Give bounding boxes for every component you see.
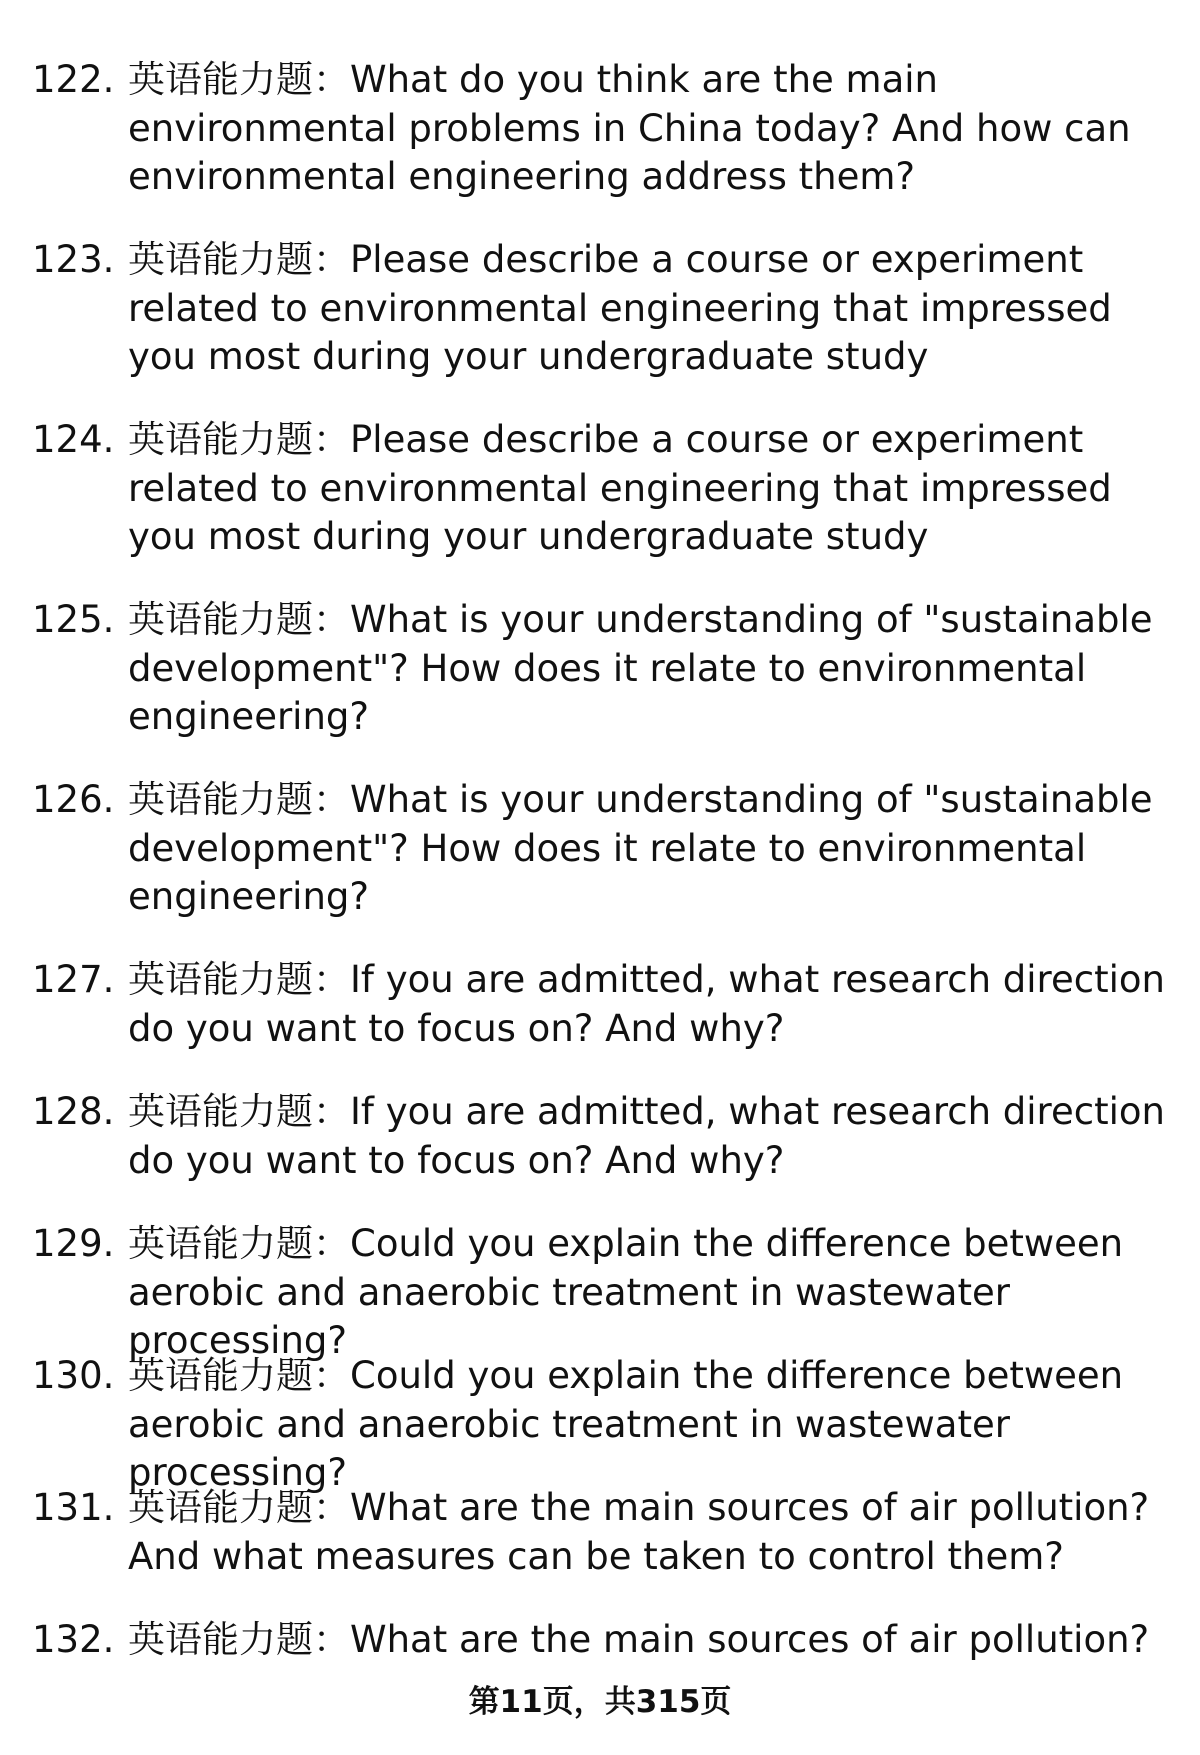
question-category: 英语能力题：: [128, 598, 350, 641]
question-number: 126.: [32, 778, 115, 821]
question-category: 英语能力题：: [128, 238, 350, 281]
question-category: 英语能力题：: [128, 418, 350, 461]
question-body: [128, 596, 1188, 742]
question-body: [128, 416, 1188, 562]
question-body: [128, 776, 1188, 922]
question-text: Please describe a course or experiment related to environmental engineering that impressed you most during your undergraduate study: [128, 418, 1112, 558]
question-number: 123.: [32, 238, 115, 281]
question-number: 132.: [32, 1618, 115, 1661]
question-body: [128, 56, 1188, 202]
question-number: 122.: [32, 58, 115, 101]
question-body: [128, 1352, 1188, 1498]
question-number: 130.: [32, 1354, 115, 1397]
question-number: 131.: [32, 1486, 115, 1529]
question-category: 英语能力题：: [128, 58, 350, 101]
question-category: 英语能力题：: [128, 1618, 350, 1661]
question-text: If you are admitted, what research direction do you want to focus on? And why?: [128, 1090, 1165, 1182]
question-text: Please describe a course or experiment related to environmental engineering that impressed you most during your undergraduate study: [128, 238, 1112, 378]
question-number: 127.: [32, 958, 115, 1001]
question-text: What do you think are the main environmental problems in China today? And how can environmental engineering address them?: [128, 58, 1131, 198]
question-category: 英语能力题：: [128, 958, 350, 1001]
question-text: If you are admitted, what research direction do you want to focus on? And why?: [128, 958, 1165, 1050]
question-text: What is your understanding of "sustainable development"? How does it relate to environmental engineering?: [128, 778, 1153, 918]
question-text: What is your understanding of "sustainable development"? How does it relate to environmental engineering?: [128, 598, 1153, 738]
question-number: 124.: [32, 418, 115, 461]
question-category: 英语能力题：: [128, 1222, 350, 1265]
question-number: 128.: [32, 1090, 115, 1133]
question-number: 129.: [32, 1222, 115, 1265]
question-text: Could you explain the difference between aerobic and anaerobic treatment in wastewater processing?: [128, 1222, 1124, 1362]
question-number: 125.: [32, 598, 115, 641]
question-category: 英语能力题：: [128, 1090, 350, 1133]
question-body: [128, 1484, 1188, 1581]
question-body: [128, 1088, 1188, 1185]
question-category: 英语能力题：: [128, 1354, 350, 1397]
page-footer: 第11页，共315页: [468, 1684, 732, 1720]
question-category: 英语能力题：: [128, 778, 350, 821]
question-body: [128, 236, 1188, 382]
question-body: [128, 1220, 1188, 1366]
question-category: 英语能力题：: [128, 1486, 350, 1529]
question-text: What are the main sources of air pollution?: [350, 1618, 1150, 1661]
question-body: [128, 956, 1188, 1053]
question-text: What are the main sources of air pollution? And what measures can be taken to control them?: [128, 1486, 1150, 1578]
question-text: Could you explain the difference between aerobic and anaerobic treatment in wastewater processing?: [128, 1354, 1124, 1494]
question-body: [128, 1616, 1188, 1665]
